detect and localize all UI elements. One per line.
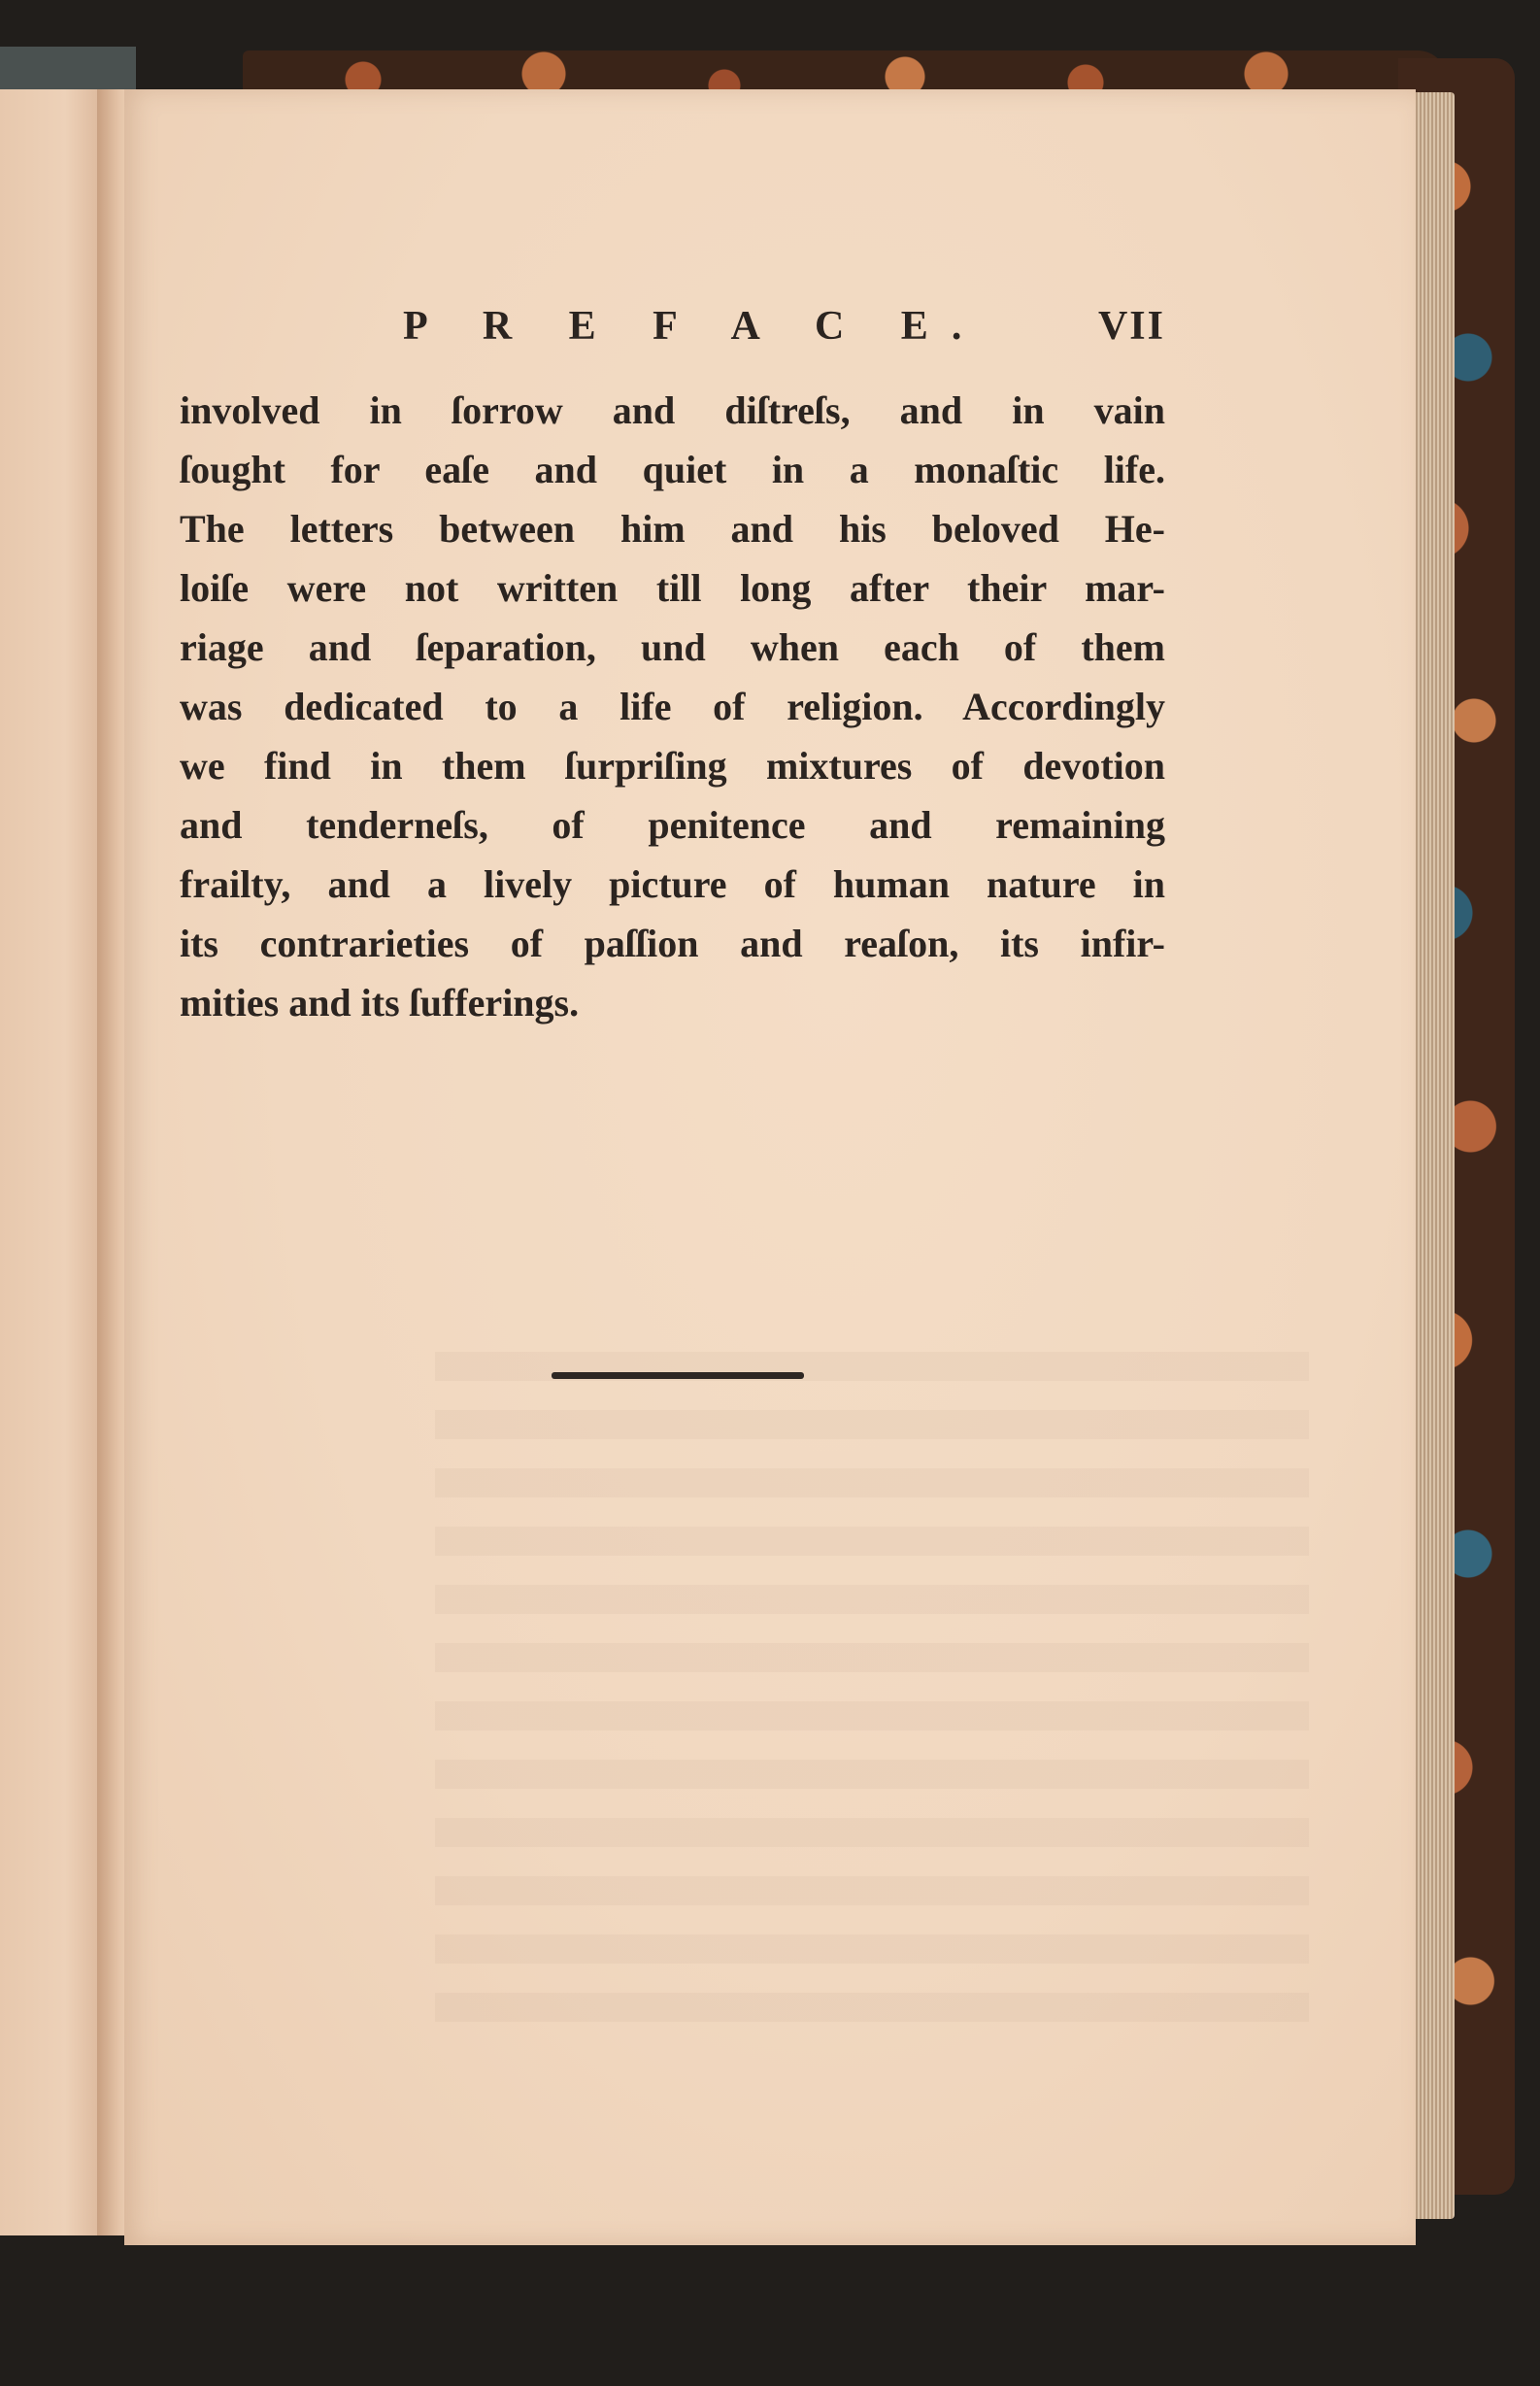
section-rule [552, 1372, 804, 1379]
left-cover-edge [0, 47, 136, 91]
page-edges [1410, 92, 1455, 2219]
page-number: VII [1097, 304, 1165, 349]
text-line: was dedicated to a life of religion. Accordingly [180, 685, 1165, 728]
page-text [180, 291, 1165, 1032]
left-page [0, 89, 109, 2235]
text-line: we find in them ſurpriſing mixtures of devotion [180, 744, 1165, 788]
text-line: The letters between him and his beloved He- [180, 507, 1165, 551]
text-line: involved in ſorrow and diſtreſs, and in vain [180, 388, 1165, 432]
text-line: and tenderneſs, of penitence and remaining [180, 803, 1165, 847]
text-line: mities and its ſufferings. [180, 981, 580, 1025]
show-through-bleed [435, 1352, 1309, 2032]
text-line: its contrarieties of paſſion and reaſon, its infir- [180, 922, 1165, 965]
body-text [180, 381, 1165, 1032]
text-line: ſought for eaſe and quiet in a monaſtic life. [180, 448, 1165, 491]
text-line: riage and ſeparation, und when each of them [180, 625, 1165, 669]
text-line: loiſe were not written till long after their mar- [180, 566, 1165, 610]
running-head-title: P R E F A C E. [403, 304, 986, 349]
text-line: frailty, and a lively picture of human nature in [180, 862, 1165, 906]
running-head [180, 291, 1165, 369]
